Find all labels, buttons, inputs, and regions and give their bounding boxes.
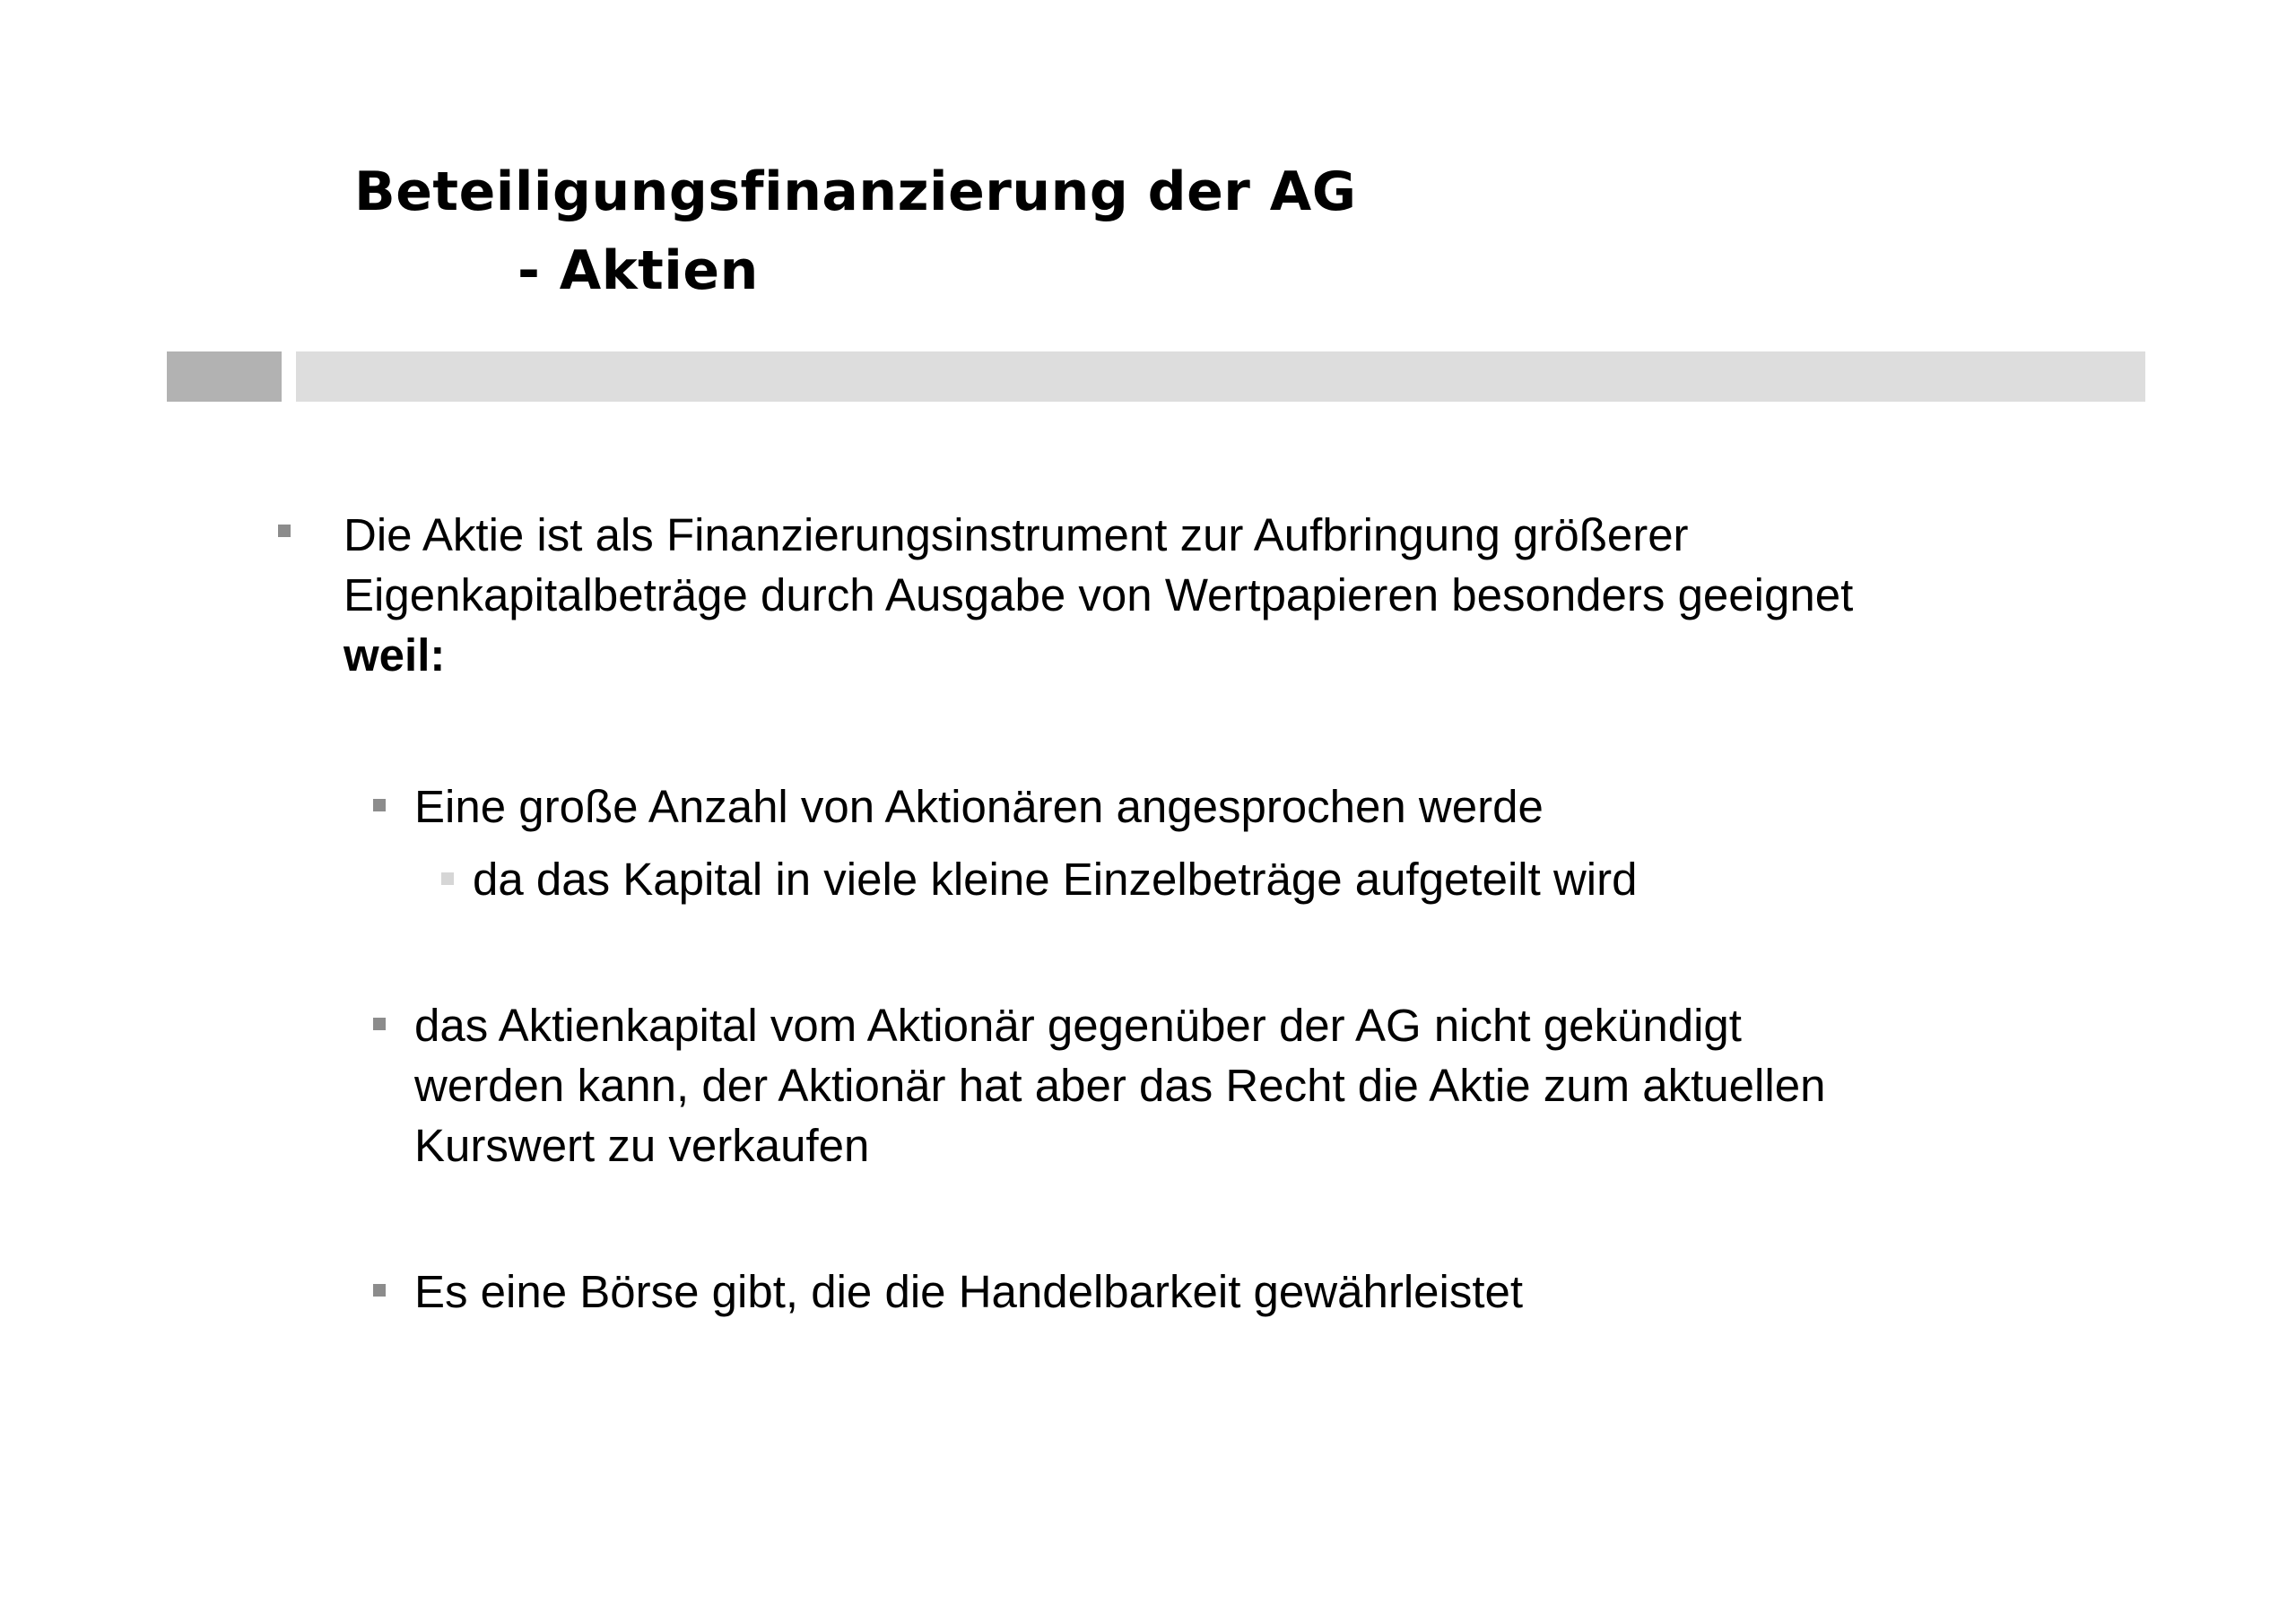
- sub-point: [414, 776, 1544, 837]
- bullet-square-icon: [373, 799, 386, 811]
- sub-point-line: Kurswert zu verkaufen: [414, 1120, 870, 1171]
- sub-point-line: werden kann, der Aktionär hat aber das Recht die Aktie zum aktuellen: [414, 1060, 1826, 1111]
- sub-point: [414, 1262, 1523, 1322]
- sub-point: [414, 995, 1825, 1175]
- sub-sub-point-line: da das Kapital in viele kleine Einzelbeträge aufgeteilt wird: [473, 854, 1638, 905]
- main-point-line: Eigenkapitalbeträge durch Ausgabe von Wertpapieren besonders geeignet: [344, 569, 1854, 620]
- sub-point-line: Eine große Anzahl von Aktionären angesprochen werde: [414, 781, 1544, 832]
- sub-point-line: das Aktienkapital vom Aktionär gegenüber der AG nicht gekündigt: [414, 1000, 1742, 1051]
- bullet-square-icon: [441, 872, 454, 885]
- main-point-emphasis: weil:: [344, 629, 446, 681]
- bullet-square-icon: [278, 525, 291, 537]
- sub-sub-point: [473, 849, 1637, 909]
- main-point-line: Die Aktie ist als Finanzierungsinstrument zur Aufbringung größerer: [344, 509, 1689, 560]
- bullet-square-icon: [373, 1018, 386, 1030]
- title-line-2: - Aktien: [517, 239, 759, 302]
- title-line-1: Beteiligungsfinanzierung der AG: [354, 160, 1357, 223]
- main-point: [344, 505, 1853, 685]
- bullet-square-icon: [373, 1284, 386, 1297]
- sub-point-line: Es eine Börse gibt, die die Handelbarkeit gewährleistet: [414, 1266, 1524, 1317]
